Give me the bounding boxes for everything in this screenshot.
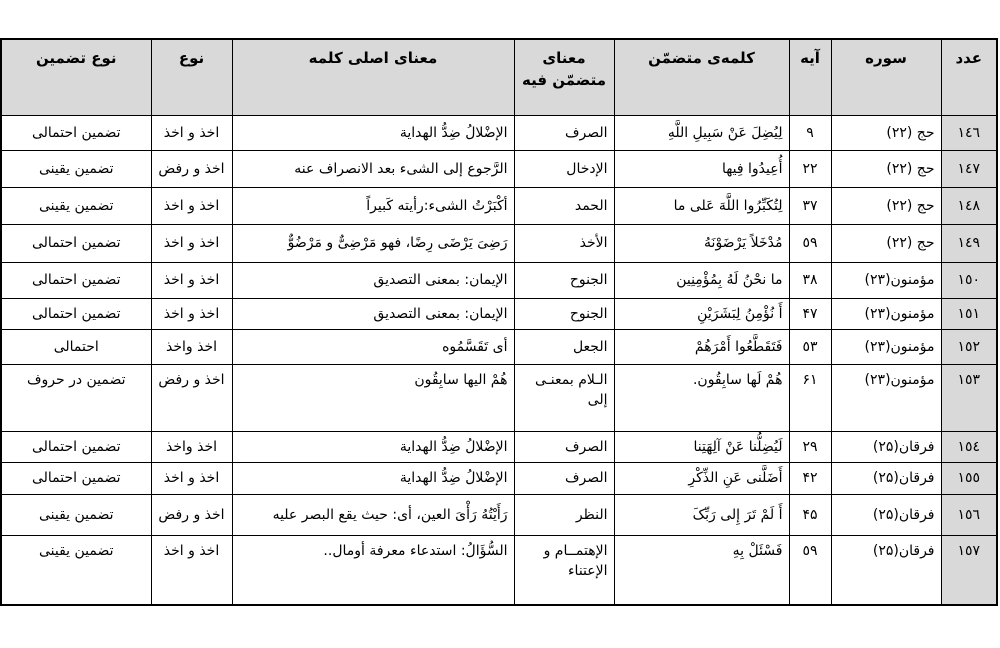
table-row [1,495,997,536]
cell-aya: ٣٧ [789,188,831,225]
cell-num: ١٥١ [941,299,997,330]
cell-type: اخذ و اخذ [151,463,232,495]
cell-word: فَتَقَطَّعُوا أَمْرَهُمْ [614,330,789,365]
cell-tadmin-type: تضمین یقینی [1,495,151,536]
cell-sura: فرقان(٢۵) [831,495,941,536]
cell-word: مُدْخَلاً یَرْضَوْنَهُ [614,225,789,263]
table-row [1,432,997,463]
cell-num: ١٥٠ [941,263,997,299]
cell-word: ما نحْنُ لَهُ بِمُؤْمِنِین [614,263,789,299]
cell-type: اخذ واخذ [151,330,232,365]
cell-type: اخذ و رفض [151,365,232,432]
cell-original-meaning: الإیمان: بمعنی التصدیق [232,299,514,330]
cell-sura: مؤمنون(٢٣) [831,299,941,330]
cell-sura: مؤمنون(٢٣) [831,330,941,365]
cell-num: ١٤٦ [941,116,997,151]
table-row [1,225,997,263]
cell-implied-meaning: الحمد [514,188,614,225]
cell-type: اخذ و اخذ [151,116,232,151]
cell-type: اخذ و رفض [151,495,232,536]
cell-tadmin-type: تضمین یقینی [1,536,151,605]
cell-tadmin-type: تضمین احتمالی [1,263,151,299]
cell-implied-meaning: النظر [514,495,614,536]
cell-original-meaning: أکْبَرْتُ الشیء:رأیته کَبیراً [232,188,514,225]
header-word: کلمه‌ی متضمّن [614,39,789,116]
cell-implied-meaning: الجنوح [514,263,614,299]
cell-tadmin-type: تضمین یقینی [1,188,151,225]
cell-aya: ۴٧ [789,299,831,330]
cell-type: اخذ و اخذ [151,299,232,330]
cell-sura: حج (٢٢) [831,188,941,225]
cell-tadmin-type: تضمین احتمالی [1,299,151,330]
cell-num: ١٥٦ [941,495,997,536]
cell-num: ١٤٨ [941,188,997,225]
cell-aya: ٥٩ [789,225,831,263]
cell-tadmin-type: تضمین در حروف [1,365,151,432]
header-sura: سوره [831,39,941,116]
cell-num: ١٤٩ [941,225,997,263]
cell-word: أَضَلَّنی عَنِ الذِّکْرِ [614,463,789,495]
cell-aya: ۶١ [789,365,831,432]
cell-tadmin-type: تضمین احتمالی [1,432,151,463]
cell-type: اخذ و اخذ [151,188,232,225]
cell-aya: ٢٢ [789,151,831,188]
cell-sura: مؤمنون(٢٣) [831,263,941,299]
cell-word: أَ نُؤْمِنُ لِبَشَرَیْنِ [614,299,789,330]
cell-word: فَسْئَلْ بِهِ [614,536,789,605]
cell-implied-meaning: الإدخال [514,151,614,188]
cell-aya: ۴٢ [789,463,831,495]
cell-aya: ۴۵ [789,495,831,536]
header-row [1,39,997,116]
cell-num: ١٥٧ [941,536,997,605]
cell-original-meaning: الإضْلالُ ضِدُّ الهدایة [232,463,514,495]
cell-tadmin-type: تضمین احتمالی [1,116,151,151]
cell-type: اخذ واخذ [151,432,232,463]
cell-implied-meaning: الجنوح [514,299,614,330]
cell-original-meaning: الإضْلالُ ضِدُّ الهدایة [232,432,514,463]
cell-sura: فرقان(٢۵) [831,536,941,605]
cell-implied-meaning: الإهتمــام و الإعتناء [514,536,614,605]
header-tadmin-type: نوع تضمین [1,39,151,116]
cell-aya: ٢٩ [789,432,831,463]
cell-implied-meaning: الأخذ [514,225,614,263]
table-row [1,330,997,365]
cell-original-meaning: الإضْلالُ ضِدُّ الهدایة [232,116,514,151]
cell-word: أَ لَمْ تَرَ إِلی رَبِّکَ [614,495,789,536]
cell-sura: حج (٢٢) [831,116,941,151]
cell-sura: فرقان(٢۵) [831,432,941,463]
cell-num: ١٥٢ [941,330,997,365]
header-num: عدد [941,39,997,116]
header-implied-meaning: معنای متضمّن فیه [514,39,614,116]
cell-word: لِتُکَبِّرُوا اللَّهَ عَلی ما [614,188,789,225]
cell-implied-meaning: الصرف [514,463,614,495]
cell-implied-meaning: الصرف [514,116,614,151]
cell-implied-meaning: الـلام بمعنـی إلی [514,365,614,432]
cell-original-meaning: رَأَیْتُهُ رَأْیَ العین، أی: حیث یقع البصر علیه [232,495,514,536]
cell-original-meaning: أی تَقَسَّمُوه [232,330,514,365]
cell-type: اخذ و اخذ [151,263,232,299]
cell-original-meaning: هُمْ الیها سابِقُون [232,365,514,432]
cell-type: اخذ و رفض [151,151,232,188]
header-original-meaning: معنای اصلی کلمه [232,39,514,116]
tadmin-table [0,38,998,606]
cell-sura: مؤمنون(٢٣) [831,365,941,432]
cell-tadmin-type: تضمین احتمالی [1,463,151,495]
table-row [1,299,997,330]
table-row [1,116,997,151]
table-row [1,463,997,495]
cell-original-meaning: الرَّجوع إلی الشیء بعد الانصراف عنه [232,151,514,188]
cell-tadmin-type: احتمالی [1,330,151,365]
cell-aya: ٩ [789,116,831,151]
cell-original-meaning: رَضِیَ یَرْضَی رِضًا، فهو مَرْضِیٌّ و مَرْضُوٌّ [232,225,514,263]
cell-num: ١٥٥ [941,463,997,495]
cell-aya: ٣٨ [789,263,831,299]
cell-implied-meaning: الصرف [514,432,614,463]
cell-tadmin-type: تضمین احتمالی [1,225,151,263]
cell-num: ١٥٣ [941,365,997,432]
cell-sura: حج (٢٢) [831,225,941,263]
table-row [1,151,997,188]
table-row [1,536,997,605]
cell-aya: ٥٩ [789,536,831,605]
header-aya: آیه [789,39,831,116]
cell-type: اخذ و اخذ [151,225,232,263]
cell-tadmin-type: تضمین یقینی [1,151,151,188]
cell-original-meaning: الإیمان: بمعنی التصدیق [232,263,514,299]
cell-aya: ٥٣ [789,330,831,365]
cell-word: لَیُضِلُّنا عَنْ آلِهَتِنا [614,432,789,463]
header-type: نوع [151,39,232,116]
cell-word: لِیُضِلَ عَنْ سَبِیلِ اللَّهِ [614,116,789,151]
cell-implied-meaning: الجعل [514,330,614,365]
table-row [1,365,997,432]
cell-num: ١٤٧ [941,151,997,188]
cell-num: ١٥٤ [941,432,997,463]
cell-word: هُمْ لَها سابِقُون. [614,365,789,432]
table-row [1,188,997,225]
cell-sura: فرقان(٢۵) [831,463,941,495]
cell-sura: حج (٢٢) [831,151,941,188]
table-row [1,263,997,299]
cell-type: اخذ و اخذ [151,536,232,605]
cell-word: أُعِیدُوا فِیها [614,151,789,188]
cell-original-meaning: السُّؤَالُ: استدعاء معرفة أومال.. [232,536,514,605]
